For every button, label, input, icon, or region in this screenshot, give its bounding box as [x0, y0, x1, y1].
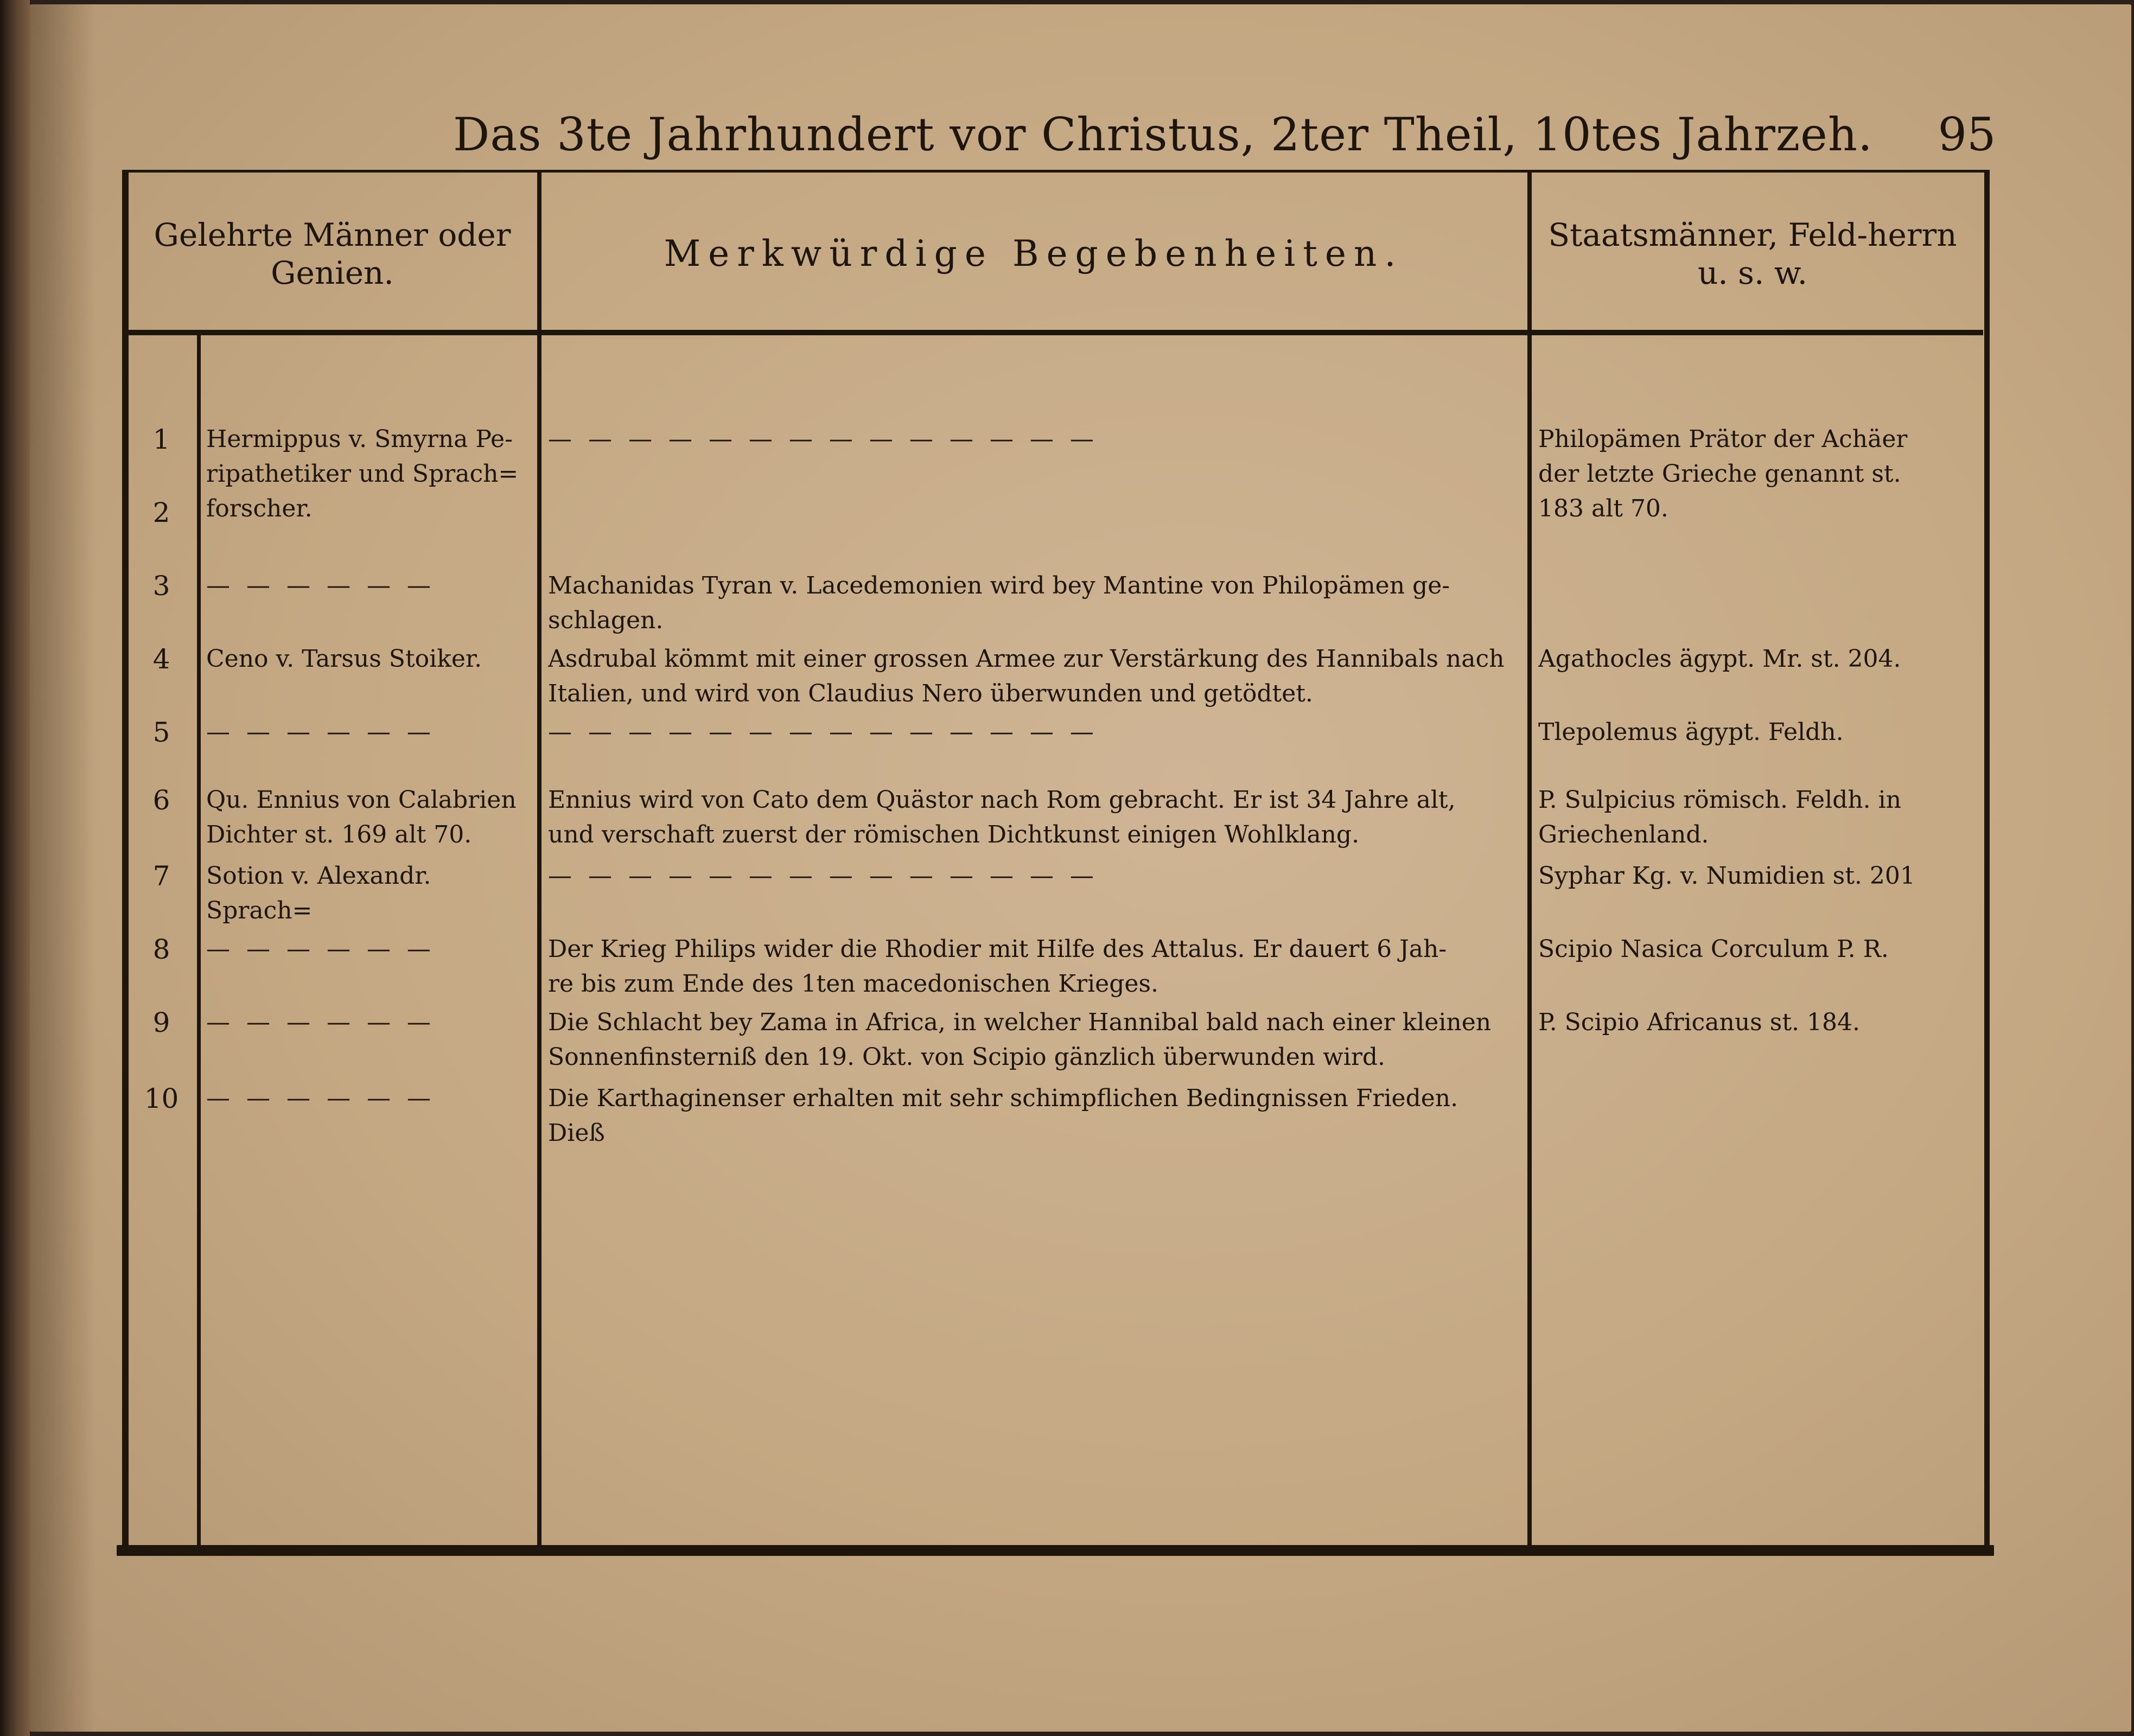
row-number-7: 7: [152, 860, 170, 892]
row-number-10: 10: [144, 1083, 179, 1114]
row-1-scholars: Hermippus v. Smyrna Pe- ripathetiker und Sprach= forscher.: [206, 425, 519, 522]
column-header-statesmen: Staatsmänner, Feld-herrn u. s. w.: [1548, 216, 1957, 291]
row-4-scholars: Ceno v. Tarsus Stoiker.: [206, 645, 482, 673]
page-gutter-shadow: [30, 4, 95, 1732]
book-binding: [0, 0, 30, 1736]
divider-events-column: [1527, 173, 1532, 1545]
row-8-scholars: — — — — — —: [206, 935, 435, 963]
divider-scholars-column: [537, 173, 542, 1545]
row-1-events: — — — — — — — — — — — — — —: [548, 425, 1098, 453]
row-1-statesmen: Philopämen Prätor der Achäer der letzte Grieche genannt st. 183 alt 70.: [1538, 425, 1908, 522]
row-6-statesmen: P. Sulpicius römisch. Feldh. in Griechenland.: [1538, 786, 1902, 848]
row-8-statesmen: Scipio Nasica Corculum P. R.: [1538, 935, 1889, 963]
book-page: [30, 4, 2131, 1732]
row-10-events: Die Karthaginenser erhalten mit sehr schimpflichen Bedingnissen Frieden. Dieß: [548, 1084, 1458, 1147]
row-number-3: 3: [152, 570, 170, 602]
row-7-statesmen: Syphar Kg. v. Numidien st. 201: [1538, 862, 1915, 890]
column-header-scholars: Gelehrte Männer oder Genien.: [154, 216, 511, 291]
row-number-6: 6: [152, 784, 170, 816]
row-9-statesmen: P. Scipio Africanus st. 184.: [1538, 1009, 1860, 1036]
row-6-scholars: Qu. Ennius von Calabrien Dichter st. 169 alt 70.: [206, 786, 517, 848]
page-title: Das 3te Jahrhundert vor Christus, 2ter Theil, 10tes Jahrzeh.: [453, 108, 1873, 161]
table-bottom-rule: [117, 1545, 1994, 1556]
row-6-events: Ennius wird von Cato dem Quästor nach Rom gebracht. Er ist 34 Jahre alt, und verschaft zuerst der römischen Dichtkunst einigen Wohlklang.: [548, 786, 1456, 848]
row-4-events: Asdrubal kömmt mit einer grossen Armee zur Verstärkung des Hannibals nach Italien, und wird von Claudius Nero überwunden und getödtet.: [548, 645, 1505, 707]
row-7-events: — — — — — — — — — — — — — —: [548, 862, 1098, 890]
row-number-4: 4: [152, 643, 170, 675]
row-8-events: Der Krieg Philips wider die Rhodier mit Hilfe des Attalus. Er dauert 6 Jah- re bis zum Ende des 1ten macedonischen Krieges.: [548, 935, 1447, 998]
row-3-scholars: — — — — — —: [206, 572, 435, 599]
row-5-scholars: — — — — — —: [206, 718, 435, 746]
row-number-5: 5: [152, 717, 170, 748]
row-3-events: Machanidas Tyran v. Lacedemonien wird bey Mantine von Philopämen ge- schlagen.: [548, 572, 1450, 634]
row-number-9: 9: [152, 1007, 170, 1038]
row-9-events: Die Schlacht bey Zama in Africa, in welcher Hannibal bald nach einer kleinen Sonnenfinsterniß den 19. Okt. von Scipio gänzlich überwunden wird.: [548, 1009, 1492, 1071]
column-header-events: Merkwürdige Begebenheiten.: [664, 233, 1404, 275]
page-number: 95: [1938, 108, 1996, 161]
row-5-events: — — — — — — — — — — — — — —: [548, 718, 1098, 746]
row-number-1: 1: [152, 424, 170, 455]
row-10-scholars: — — — — — —: [206, 1084, 435, 1112]
row-7-scholars: Sotion v. Alexandr. Sprach=: [206, 862, 431, 924]
row-4-statesmen: Agathocles ägypt. Mr. st. 204.: [1538, 645, 1901, 673]
header-bottom-rule: [122, 330, 1983, 335]
row-number-8: 8: [152, 934, 170, 965]
row-number-2: 2: [152, 497, 170, 528]
row-9-scholars: — — — — — —: [206, 1009, 435, 1036]
row-5-statesmen: Tlepolemus ägypt. Feldh.: [1538, 718, 1844, 746]
